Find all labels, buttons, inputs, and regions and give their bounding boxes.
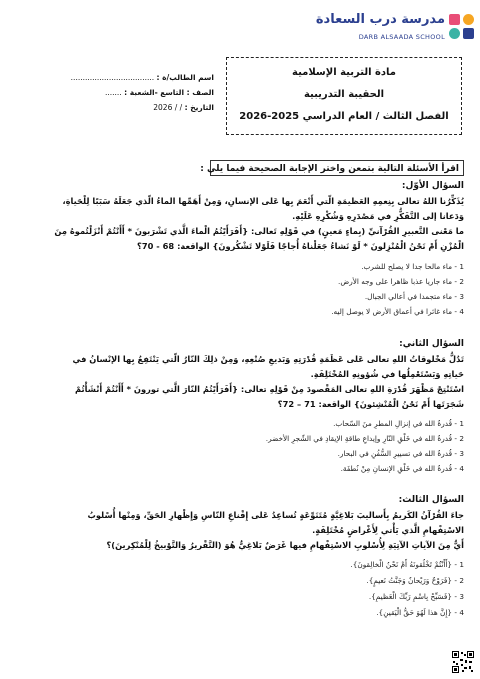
school-name-ar: مدرسة درب السعادة xyxy=(315,12,445,27)
logo-mark-icon xyxy=(449,14,475,40)
question-3-text xyxy=(14,508,464,553)
question-2-line: اسْتَنْتِجْ مَظْهَرَ قُدْرَةِ اللهِ تعالى المَقْصودَ مِنْ قَوْلِهِ تعالى: {أَفَرَأَيْتُمُ النّارَ الَّتي تورونَ * أَأَنْتُمْ أَنْشَأْتُمْ xyxy=(75,384,464,394)
question-2-option-2[interactable]: 2 - قُدرةُ الله في خَلْقِ النّارِ وإيداعِ طاقةِ الإيقادِ في الشّجرِ الأخضر. xyxy=(265,434,464,443)
grade-label: الصف : التاسع -الشعبة : xyxy=(124,88,214,97)
question-3-line: جاءَ القُرْآنُ الكَريمُ بِأَساليبَ بَلاغِيَّةٍ مُتَنَوِّعَةٍ تُساعِدُ عَلى إِقْناعِ النّاسِ وَإِظْهارِ الحَقِّ، وَمِنْها أُسْلوبُ xyxy=(87,510,464,520)
question-3-line: الاسْتِفْهامِ الَّذي يَأْتي لِأَغْراضٍ مُخْتَلِفَةٍ. xyxy=(312,525,464,535)
student-name-value: ................................... xyxy=(70,73,155,82)
instruction-box: اقرأ الأسئلة التالية بتمعن واختر الإجابة الصحيحة فيما يلي : xyxy=(210,160,464,176)
student-name-label: اسم الطالب/ة : xyxy=(156,73,214,82)
question-1-line: وَدَعانا إلى التَّفَكُّرِ في مَصْدَرِهِ وَشُكْرِهِ عَلَيْهِ. xyxy=(292,211,464,221)
qr-code-icon xyxy=(452,651,474,673)
training-bag-title: الحقيبة التدريبية xyxy=(303,89,385,100)
date-row xyxy=(14,103,214,112)
question-3-option-3[interactable]: 3 - {فَسَبِّحْ بِاسْمِ رَبِّكَ الْعَظيمِ}. xyxy=(368,592,464,601)
grade-row xyxy=(14,88,214,97)
question-1-text xyxy=(14,194,464,254)
question-2-line: حَياتِهِ وَيَسْتَعْمِلُها في شُؤونِهِ المُخْتَلِفَةِ. xyxy=(310,369,464,379)
question-1-line: ما مَعْنى التَّعبيرِ القُرْآنيِّ (بِماءٍ مَعينٍ) في قَوْلِهِ تَعالى: {أَفَرَأَيْتُمُ الْماءَ الَّذي تَشْرَبونَ * أَأَنْتُمْ أَنْزَلْتُموهُ مِنَ xyxy=(54,226,464,236)
question-1-option-2[interactable]: 2 - ماء جاريا عذبا ظاهرا على وجه الأرض. xyxy=(338,277,464,286)
question-1-option-4[interactable]: 4 - ماء غائرا في أعماق الأرض لا يوصل إليه. xyxy=(331,307,464,316)
date-label: التاريخ : xyxy=(184,103,214,112)
question-3-option-4[interactable]: 4 - {إِنَّ هذا لَهُوَ حَقُّ الْيَقينِ}. xyxy=(376,608,464,617)
question-1-option-1[interactable]: 1 - ماء مالحا جدا لا يصلح للشرب. xyxy=(361,262,464,271)
subject-box xyxy=(226,57,462,135)
student-name-row xyxy=(14,73,214,82)
term-title: الفصل الثالث / العام الدراسي 2025-2026 xyxy=(239,111,449,122)
question-1-line: الْمُزْنِ أَمْ نَحْنُ الْمُنْزِلونَ * لَوْ نَشاءُ جَعَلْناهُ أُجاجًا فَلَوْلا تَشْكُرونَ} الواقعة: 68 - 70؟ xyxy=(137,241,464,251)
school-logo xyxy=(315,12,475,48)
question-3-title: السؤال الثالث: xyxy=(398,495,464,505)
question-2-line: تَدُلُّ مَخْلوقاتُ اللهِ تعالى عَلى عَظَمَةِ قُدْرَتِهِ وَبَديعِ صُنْعِهِ، وَمِنْ ذلِكَ النّارُ الّتي يَنْتَفِعُ بِها الإنْسانُ في xyxy=(72,354,464,364)
question-1-title: السؤال الأوّل: xyxy=(401,181,464,191)
question-2-text xyxy=(14,352,464,412)
question-1-line: يُذَكِّرُنا اللهُ تعالى بِنِعمِهِ العَظيمَةِ الّتي أَنْعَمَ بِها عَلى الإنسانِ، وَمِنْ أَهَمِّها الماءُ الّذي جَعَلَهُ سَبَبًا لِلْحَياةِ، xyxy=(62,196,464,206)
question-3-line: أَيٌّ مِنَ الآياتِ الآتِيَةِ لِأُسْلوبِ الاسْتِفْهامِ فيها غَرَضٌ بَلاغِيٌّ هُوَ (التَّقْريرُ وَالتَّوْبيخُ لِلْمُنْكِرينَ)؟ xyxy=(106,540,464,550)
subject-title: مادة التربية الإسلامية xyxy=(292,67,396,78)
date-value: / / 2026 xyxy=(153,103,183,112)
question-2-line: شَجَرَتَها أَمْ نَحْنُ الْمُنْشِئونَ} الواقعة: 71 – 72؟ xyxy=(277,399,464,409)
question-2-option-1[interactable]: 1 - قُدرةُ الله في إنزالِ المطرِ منَ السّحاب. xyxy=(333,419,464,428)
question-3-option-2[interactable]: 2 - {فَرَوْحٌ وَرَيْحانٌ وَجَنَّتُ نَعيمٍ}. xyxy=(366,576,464,585)
question-2-option-3[interactable]: 3 - قُدرةُ الله في تسييرِ السُّفُنِ في البحار. xyxy=(337,449,464,458)
question-2-option-4[interactable]: 4 - قُدرةُ الله في خَلْقِ الإنسانِ مِنْ نُطفَة. xyxy=(340,464,464,473)
question-2-title: السؤال الثاني: xyxy=(399,339,464,349)
grade-value: ....... xyxy=(105,88,122,97)
question-3-option-1[interactable]: 1 - {أَأَنْتُمْ تَخْلُقونَهُ أَمْ نَحْنُ الْخالِقونَ}. xyxy=(350,560,464,569)
question-1-option-3[interactable]: 3 - ماء متجمدا في أعالي الجبال. xyxy=(364,292,464,301)
school-name-en: DARB ALSAADA SCHOOL xyxy=(358,33,445,41)
